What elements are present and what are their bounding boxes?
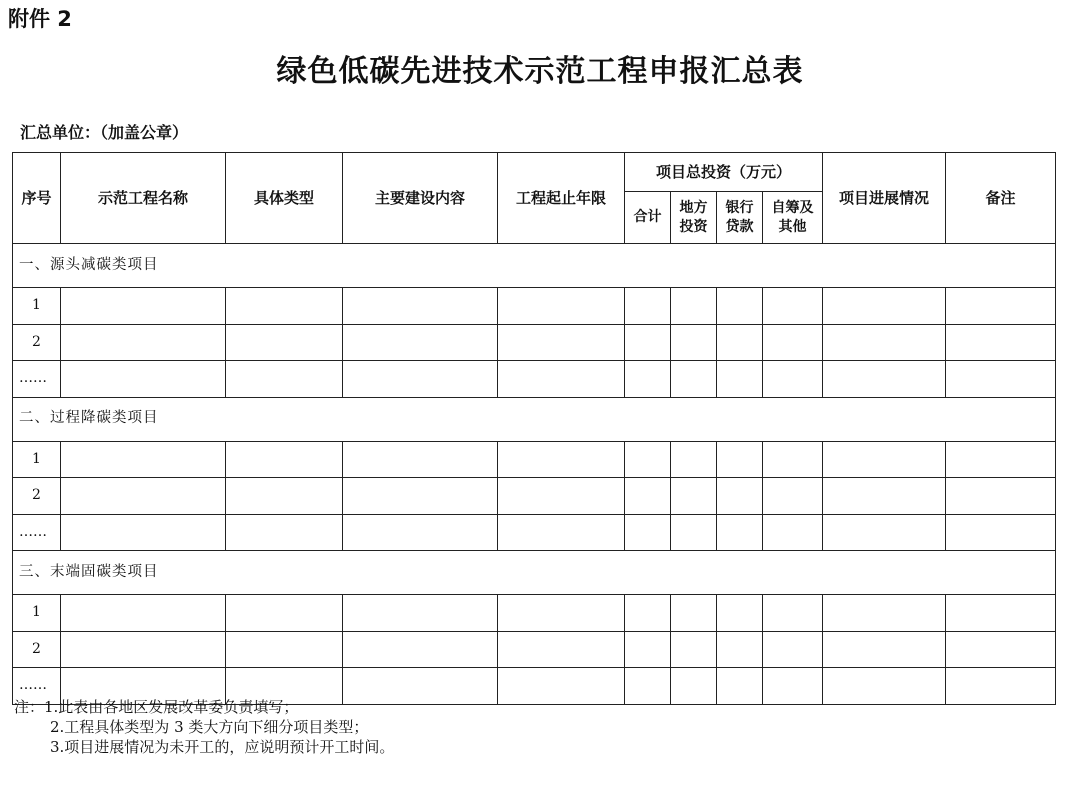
table-cell	[498, 441, 625, 478]
row-seq: 1	[13, 441, 61, 478]
table-cell	[671, 478, 717, 515]
note-1: 注：1.此表由各地区发展改革委负责填写；	[14, 698, 299, 716]
table-cell	[343, 324, 498, 361]
table-cell	[625, 478, 671, 515]
table-cell	[226, 361, 343, 398]
table-cell	[343, 478, 498, 515]
header-local-text: 地方投资	[679, 200, 708, 235]
section-title: 三、末端固碳类项目	[13, 551, 1056, 595]
table-cell	[61, 288, 226, 325]
table-cell	[671, 631, 717, 668]
table-cell	[823, 361, 946, 398]
note-2: 2.工程具体类型为 3 类大方向下细分项目类型；	[50, 718, 369, 736]
header-self-text: 自筹及其他	[771, 200, 814, 235]
table-cell	[717, 631, 763, 668]
table-cell	[717, 288, 763, 325]
row-seq: ……	[13, 514, 61, 551]
header-content: 主要建设内容	[343, 153, 498, 244]
table-cell	[763, 361, 823, 398]
table-cell	[763, 478, 823, 515]
table-cell	[671, 361, 717, 398]
header-investment: 项目总投资（万元）	[625, 153, 823, 192]
table-cell	[226, 441, 343, 478]
summary-table	[12, 152, 1056, 705]
table-row	[13, 478, 1056, 515]
table-cell	[343, 595, 498, 632]
table-row	[13, 514, 1056, 551]
header-local	[671, 192, 717, 244]
table-cell	[498, 288, 625, 325]
table-cell	[226, 514, 343, 551]
table-cell	[625, 441, 671, 478]
table-cell	[823, 668, 946, 705]
table-cell	[226, 478, 343, 515]
row-seq: 2	[13, 631, 61, 668]
table-cell	[717, 595, 763, 632]
table-cell	[498, 324, 625, 361]
table-cell	[946, 478, 1056, 515]
table-cell	[343, 514, 498, 551]
table-cell	[671, 514, 717, 551]
header-self	[763, 192, 823, 244]
table-cell	[498, 478, 625, 515]
row-seq: ……	[13, 668, 61, 705]
header-total: 合计	[625, 192, 671, 244]
table-cell	[763, 288, 823, 325]
table-cell	[946, 441, 1056, 478]
table-row	[13, 441, 1056, 478]
table-cell	[823, 441, 946, 478]
table-cell	[61, 514, 226, 551]
table-cell	[763, 514, 823, 551]
table-cell	[717, 324, 763, 361]
table-cell	[343, 631, 498, 668]
header-type: 具体类型	[226, 153, 343, 244]
table-cell	[763, 324, 823, 361]
header-progress: 项目进展情况	[823, 153, 946, 244]
table-cell	[823, 595, 946, 632]
table-cell	[226, 324, 343, 361]
table-cell	[717, 361, 763, 398]
table-cell	[823, 478, 946, 515]
table-cell	[61, 595, 226, 632]
table-cell	[671, 668, 717, 705]
table-cell	[763, 441, 823, 478]
table-row	[13, 361, 1056, 398]
section-title: 二、过程降碳类项目	[13, 397, 1056, 441]
table-cell	[717, 478, 763, 515]
header-bank-text: 银行贷款	[725, 200, 754, 235]
table-cell	[625, 668, 671, 705]
table-cell	[498, 361, 625, 398]
table-cell	[625, 288, 671, 325]
table-cell	[625, 514, 671, 551]
table-cell	[823, 324, 946, 361]
table-cell	[625, 595, 671, 632]
table-cell	[226, 288, 343, 325]
table-row	[13, 595, 1056, 632]
page-title: 绿色低碳先进技术示范工程申报汇总表	[276, 54, 804, 89]
table-row	[13, 324, 1056, 361]
table-cell	[763, 631, 823, 668]
table-cell	[717, 441, 763, 478]
row-seq: 1	[13, 595, 61, 632]
header-name: 示范工程名称	[61, 153, 226, 244]
table-cell	[226, 595, 343, 632]
table-cell	[625, 631, 671, 668]
table-cell	[946, 668, 1056, 705]
table-cell	[823, 514, 946, 551]
table-cell	[61, 361, 226, 398]
table-cell	[763, 595, 823, 632]
note-3: 3.项目进展情况为未开工的，应说明预计开工时间。	[50, 738, 395, 756]
table-cell	[61, 631, 226, 668]
table-cell	[343, 361, 498, 398]
table-cell	[946, 631, 1056, 668]
table-cell	[498, 595, 625, 632]
table-cell	[946, 361, 1056, 398]
attachment-label: 附件 2	[8, 7, 72, 31]
table-cell	[717, 514, 763, 551]
table-cell	[625, 361, 671, 398]
table-cell	[946, 324, 1056, 361]
table-cell	[763, 668, 823, 705]
table-cell	[498, 514, 625, 551]
table-cell	[823, 631, 946, 668]
row-seq: ……	[13, 361, 61, 398]
row-seq: 2	[13, 324, 61, 361]
section-row	[13, 551, 1056, 595]
table-cell	[343, 441, 498, 478]
table-cell	[498, 668, 625, 705]
table-cell	[61, 441, 226, 478]
table-cell	[671, 441, 717, 478]
header-bank	[717, 192, 763, 244]
table-cell	[226, 631, 343, 668]
header-remark: 备注	[946, 153, 1056, 244]
table-cell	[946, 288, 1056, 325]
table-cell	[671, 324, 717, 361]
table-cell	[498, 631, 625, 668]
table-cell	[823, 288, 946, 325]
table-cell	[946, 514, 1056, 551]
row-seq: 2	[13, 478, 61, 515]
table-cell	[625, 324, 671, 361]
section-row	[13, 244, 1056, 288]
section-row	[13, 397, 1056, 441]
header-years: 工程起止年限	[498, 153, 625, 244]
table-row	[13, 631, 1056, 668]
table-cell	[61, 478, 226, 515]
notes	[14, 697, 394, 757]
table-cell	[717, 668, 763, 705]
table-cell	[671, 595, 717, 632]
section-title: 一、源头减碳类项目	[13, 244, 1056, 288]
table-cell	[671, 288, 717, 325]
table-row	[13, 288, 1056, 325]
table-cell	[61, 324, 226, 361]
header-seq: 序号	[13, 153, 61, 244]
table-cell	[343, 288, 498, 325]
row-seq: 1	[13, 288, 61, 325]
table-cell	[946, 595, 1056, 632]
summary-unit-label: 汇总单位：（加盖公章）	[20, 123, 189, 142]
